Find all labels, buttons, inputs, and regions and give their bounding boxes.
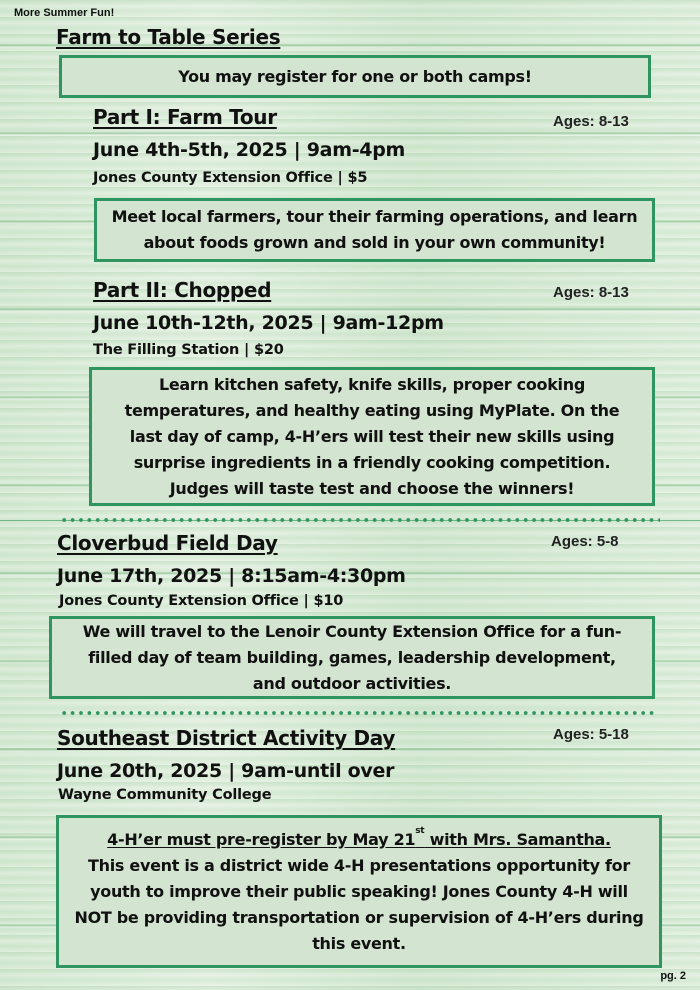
event-date: June 20th, 2025 | 9am-until over bbox=[57, 760, 395, 782]
page-number: pg. 2 bbox=[660, 970, 686, 982]
event-ages: Ages: 5-8 bbox=[551, 533, 619, 550]
registration-text: 4-H’er must pre-register by May 21 bbox=[107, 829, 416, 849]
dotted-divider bbox=[60, 518, 660, 522]
series-title: Farm to Table Series bbox=[56, 25, 281, 49]
dotted-divider bbox=[60, 711, 654, 715]
event-ages: Ages: 8-13 bbox=[553, 284, 629, 301]
page-tag: More Summer Fun! bbox=[14, 7, 115, 19]
event-description-box bbox=[94, 198, 655, 262]
event-title-chopped: Part II: Chopped bbox=[93, 278, 272, 302]
event-location: Jones County Extension Office | $5 bbox=[93, 170, 368, 186]
ordinal-suffix: st bbox=[415, 825, 425, 836]
event-title-activity-day: Southeast District Activity Day bbox=[57, 726, 396, 750]
event-description-box bbox=[49, 616, 655, 699]
event-location: The Filling Station | $20 bbox=[93, 342, 284, 358]
event-ages: Ages: 5-18 bbox=[553, 726, 629, 743]
event-date: June 17th, 2025 | 8:15am-4:30pm bbox=[57, 565, 406, 587]
event-title-farm-tour: Part I: Farm Tour bbox=[93, 105, 277, 129]
event-location: Jones County Extension Office | $10 bbox=[59, 593, 344, 609]
event-location: Wayne Community College bbox=[58, 787, 272, 803]
event-ages: Ages: 8-13 bbox=[553, 113, 629, 130]
event-description: Learn kitchen safety, knife skills, proper cooking temperatures, and healthy eating using MyPlate. On the last day of camp, 4-H’ers will test their new skills using surprise ingredients in a friendly cooking competition. Judges will taste test and choose the winners! bbox=[124, 374, 620, 498]
registration-contact: with Mrs. Samantha. bbox=[424, 829, 611, 849]
event-description-box bbox=[89, 367, 655, 506]
event-description-box bbox=[56, 815, 662, 968]
event-title-cloverbud: Cloverbud Field Day bbox=[57, 531, 278, 555]
registration-deadline bbox=[71, 827, 647, 853]
event-date: June 10th-12th, 2025 | 9am-12pm bbox=[93, 312, 444, 334]
register-note-box bbox=[59, 55, 651, 98]
event-date: June 4th-5th, 2025 | 9am-4pm bbox=[93, 139, 405, 161]
event-description: We will travel to the Lenoir County Extension Office for a fun-filled day of team building, games, leadership development, and outdoor activities. bbox=[82, 621, 622, 693]
event-description: This event is a district wide 4-H presentations opportunity for youth to improve their public speaking! Jones County 4-H will NOT be providing transportation or supervision of 4-H’ers during this event. bbox=[74, 855, 644, 953]
event-description: Meet local farmers, tour their farming operations, and learn about foods grown and sold in your own community! bbox=[111, 207, 638, 252]
register-note: You may register for one or both camps! bbox=[178, 66, 532, 86]
